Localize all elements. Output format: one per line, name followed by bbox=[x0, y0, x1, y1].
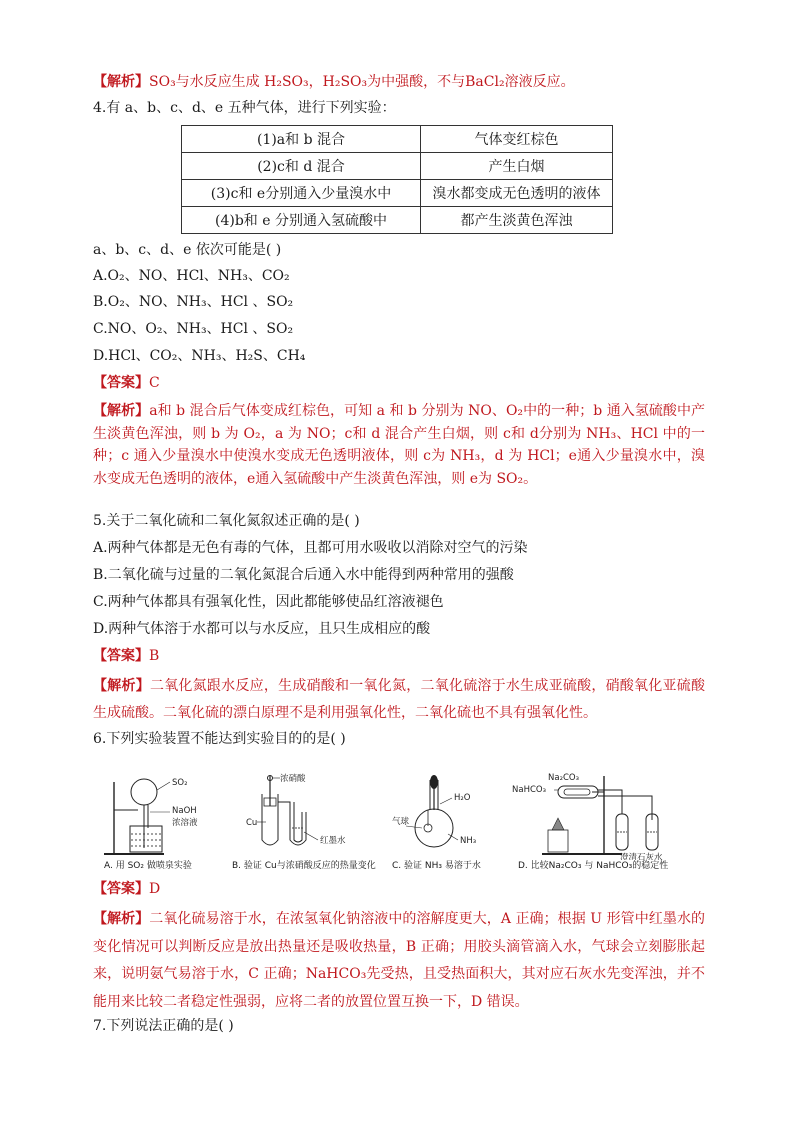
figure-c bbox=[392, 770, 502, 875]
analysis-6 bbox=[93, 906, 705, 1016]
label-nitric-acid: 浓硝酸 bbox=[280, 774, 306, 784]
analysis-tag: 【解析】 bbox=[93, 74, 149, 90]
analysis-5 bbox=[93, 673, 705, 727]
figure-d-caption: D. 比较Na₂CO₃ 与 NaHCO₃的稳定性 bbox=[518, 861, 669, 871]
stability-comparison-diagram bbox=[512, 770, 692, 860]
figure-c-caption: C. 验证 NH₃ 易溶于水 bbox=[392, 861, 481, 871]
figure-b bbox=[232, 770, 382, 875]
table-row bbox=[182, 180, 613, 207]
analysis-4 bbox=[93, 400, 705, 490]
table-cell: 产生白烟 bbox=[421, 153, 613, 180]
analysis-text: 二氧化氮跟水反应，生成硝酸和一氧化氮，二氧化硫溶于水生成亚硫酸，硝酸氧化亚硫酸生成硫酸。二氧化硫的漂白原理不是利用强氧化性，二氧化硫也不具有强氧化性。 bbox=[93, 678, 705, 721]
figure-a-caption: A. 用 SO₂ 做喷泉实验 bbox=[104, 861, 192, 871]
answer-4 bbox=[93, 373, 705, 393]
label-red-ink: 红墨水 bbox=[320, 836, 346, 846]
label-nh3: NH₃ bbox=[460, 836, 477, 846]
label-solution: 浓溶液 bbox=[172, 818, 198, 828]
label-naoh: NaOH bbox=[172, 806, 197, 816]
answer-tag: 【答案】 bbox=[93, 881, 149, 897]
question-6-stem: 6.下列实验装置不能达到实验目的的是( ) bbox=[93, 731, 346, 747]
table-row bbox=[182, 153, 613, 180]
u-tube-apparatus-diagram bbox=[232, 770, 382, 860]
figure-a bbox=[100, 770, 220, 875]
question-4-stem: 4.有 a、b、c、d、e 五种气体，进行下列实验： bbox=[93, 100, 396, 116]
label-water: H₂O bbox=[454, 793, 471, 803]
option-b: B.O₂、NO、NH₃、HCl 、SO₂ bbox=[93, 294, 294, 310]
analysis-tag: 【解析】 bbox=[93, 678, 150, 694]
question-7-stem: 7.下列说法正确的是( ) bbox=[93, 1018, 234, 1034]
answer-value: D bbox=[149, 881, 161, 897]
analysis-tag: 【解析】 bbox=[93, 911, 150, 927]
answer-5 bbox=[93, 646, 705, 666]
answer-value: B bbox=[149, 648, 160, 664]
table-row bbox=[182, 207, 613, 234]
table-cell: (4)b和 e 分别通入氢硫酸中 bbox=[182, 207, 421, 234]
fountain-apparatus-diagram bbox=[100, 770, 220, 860]
label-na2co3: Na₂CO₃ bbox=[548, 773, 580, 783]
label-cu: Cu bbox=[246, 818, 258, 828]
option-a: A.O₂、NO、HCl、NH₃、CO₂ bbox=[93, 268, 290, 284]
answer-tag: 【答案】 bbox=[93, 648, 149, 664]
table-row bbox=[182, 126, 613, 153]
analysis-text: SO₃与水反应生成 H₂SO₃，H₂SO₃为中强酸，不与BaCl₂溶液反应。 bbox=[149, 74, 575, 90]
table-cell: 气体变红棕色 bbox=[421, 126, 613, 153]
table-cell: (1)a和 b 混合 bbox=[182, 126, 421, 153]
figure-d bbox=[512, 770, 692, 875]
table-cell: 都产生淡黄色浑浊 bbox=[421, 207, 613, 234]
table-cell: (2)c和 d 混合 bbox=[182, 153, 421, 180]
label-limewater: 澄清石灰水 bbox=[620, 853, 663, 860]
ammonia-flask-diagram bbox=[392, 770, 502, 860]
option-a: A.两种气体都是无色有毒的气体，且都可用水吸收以消除对空气的污染 bbox=[93, 540, 528, 556]
answer-6 bbox=[93, 879, 705, 899]
question-5-stem: 5.关于二氧化硫和二氧化氮叙述正确的是( ) bbox=[93, 513, 360, 529]
table-cell: (3)c和 e分别通入少量溴水中 bbox=[182, 180, 421, 207]
question-4-prompt: a、b、c、d、e 依次可能是( ) bbox=[93, 242, 282, 258]
analysis-text: a和 b 混合后气体变成红棕色，可知 a 和 b 分别为 NO、O₂中的一种；b 通入氢硫酸中产生淡黄色浑浊，则 b 为 O₂，a 为 NO；c和 d 混合产生白烟，则 c和 d分别为 NH₃、HCl 中的一种；c 通入少量溴水中使溴水变成无色透明液体，则 c为 NH₃，d 为 HCl；e通入少量溴水中，溴水变成无色透明的液体，e通入氢硫酸中产生淡黄色浑浊，则 e为 SO₂。 bbox=[93, 403, 706, 487]
label-balloon: 气球 bbox=[392, 817, 410, 827]
experiment-table bbox=[181, 125, 613, 234]
figure-b-caption: B. 验证 Cu与浓硝酸反应的热量变化 bbox=[232, 861, 376, 871]
option-c: C.两种气体都具有强氧化性，因此都能够使品红溶液褪色 bbox=[93, 594, 444, 610]
option-b: B.二氧化硫与过量的二氧化氮混合后通入水中能得到两种常用的强酸 bbox=[93, 567, 514, 583]
option-d: D.两种气体溶于水都可以与水反应，且只生成相应的酸 bbox=[93, 621, 431, 637]
top-analysis bbox=[93, 72, 705, 92]
label-so2: SO₂ bbox=[172, 778, 188, 788]
answer-value: C bbox=[149, 375, 160, 391]
analysis-text: 二氧化硫易溶于水，在浓氢氧化钠溶液中的溶解度更大，A 正确；根据 U 形管中红墨水的变化情况可以判断反应是放出热量还是吸收热量，B 正确；用胶头滴管滴入水，气球会立刻膨胀起来，说明氨气易溶于水，C 正确；NaHCO₃先受热，且受热面积大，其对应石灰水先变浑浊，并不能用来比较二者稳定性强弱，应将二者的放置位置互换一下，D 错误。 bbox=[93, 911, 706, 1010]
option-d: D.HCl、CO₂、NH₃、H₂S、CH₄ bbox=[93, 348, 306, 364]
table-cell: 溴水都变成无色透明的液体 bbox=[421, 180, 613, 207]
analysis-tag: 【解析】 bbox=[93, 403, 150, 419]
option-c: C.NO、O₂、NH₃、HCl 、SO₂ bbox=[93, 321, 294, 337]
label-nahco3: NaHCO₃ bbox=[512, 785, 546, 795]
answer-tag: 【答案】 bbox=[93, 375, 149, 391]
